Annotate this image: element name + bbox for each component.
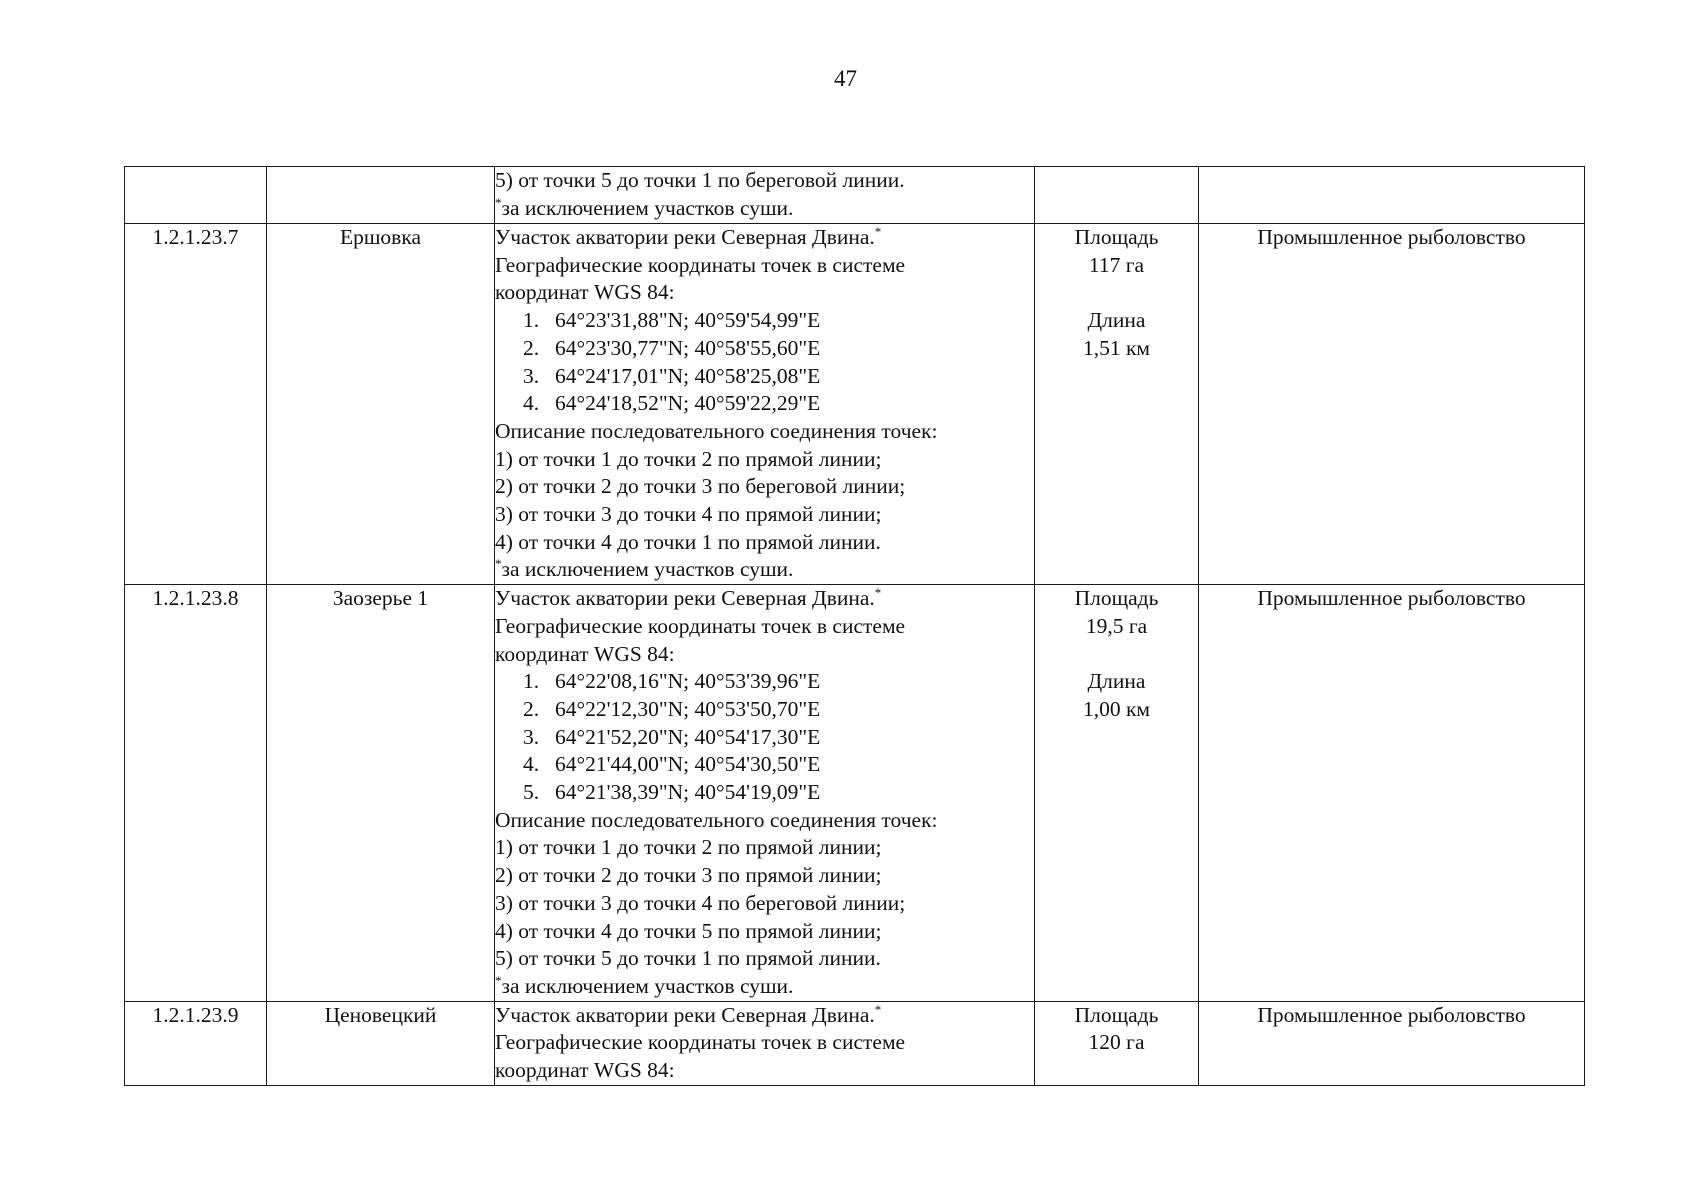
usage-cell: Промышленное рыболовство bbox=[1199, 224, 1585, 585]
point-number: 2. bbox=[523, 335, 540, 360]
connection-line: 5) от точки 5 до точки 1 по прямой линии. bbox=[495, 946, 881, 971]
intro-mark: * bbox=[874, 1001, 882, 1017]
footnote-text: за исключением участков суши. bbox=[501, 195, 794, 220]
connection-line: 4) от точки 4 до точки 1 по прямой линии. bbox=[495, 529, 881, 554]
point-number: 3. bbox=[523, 724, 540, 749]
intro-line bbox=[495, 1002, 1034, 1030]
coords-heading: координат WGS 84: bbox=[495, 641, 675, 666]
footnote-mark: * bbox=[495, 556, 502, 572]
connection-line: 3) от точки 3 до точки 4 по прямой линии; bbox=[495, 502, 882, 527]
point-number: 4. bbox=[523, 391, 540, 416]
coordinate-point bbox=[495, 668, 1034, 696]
coordinate-point bbox=[495, 307, 1034, 335]
length-value: 1,51 км bbox=[1082, 335, 1151, 360]
point-value: 64°24'18,52"N; 40°59'22,29"E bbox=[555, 391, 821, 416]
coordinate-point bbox=[495, 363, 1034, 391]
connection-line: 1) от точки 1 до точки 2 по прямой линии; bbox=[495, 835, 882, 860]
point-value: 64°21'52,20"N; 40°54'17,30"E bbox=[555, 724, 821, 749]
code-cell: 1.2.1.23.7 bbox=[125, 224, 267, 585]
coords-heading: координат WGS 84: bbox=[495, 1058, 675, 1083]
connection-line: 4) от точки 4 до точки 5 по прямой линии; bbox=[495, 918, 882, 943]
description-cell bbox=[495, 167, 1035, 224]
table-row-continuation bbox=[125, 167, 1585, 224]
usage-cell bbox=[1199, 167, 1585, 224]
name-cell: Ершовка bbox=[267, 224, 495, 585]
intro-mark: * bbox=[874, 223, 882, 239]
usage-cell: Промышленное рыболовство bbox=[1199, 1001, 1585, 1085]
intro-mark: * bbox=[874, 584, 882, 600]
footnote-mark: * bbox=[495, 972, 502, 988]
connection-heading: Описание последовательного соединения точек: bbox=[495, 807, 938, 832]
area-label: Площадь bbox=[1074, 586, 1159, 611]
intro-line bbox=[495, 224, 1034, 252]
connection-line: 3) от точки 3 до точки 4 по береговой линии; bbox=[495, 890, 906, 915]
size-cell bbox=[1035, 585, 1199, 1002]
footnote-text: за исключением участков суши. bbox=[501, 973, 794, 998]
footnote-line bbox=[495, 973, 1034, 1001]
point-value: 64°24'17,01"N; 40°58'25,08"E bbox=[555, 363, 821, 388]
coords-heading: Географические координаты точек в системе bbox=[495, 1030, 906, 1055]
size-cell bbox=[1035, 167, 1199, 224]
intro-text: Участок акватории реки Северная Двина. bbox=[495, 1002, 875, 1027]
coords-heading: Географические координаты точек в системе bbox=[495, 252, 906, 277]
point-value: 64°23'30,77"N; 40°58'55,60"E bbox=[555, 335, 821, 360]
size-cell bbox=[1035, 1001, 1199, 1085]
connection-heading: Описание последовательного соединения точек: bbox=[495, 418, 938, 443]
table-row bbox=[125, 585, 1585, 1002]
length-label: Длина bbox=[1087, 308, 1146, 333]
code-cell: 1.2.1.23.9 bbox=[125, 1001, 267, 1085]
code-cell bbox=[125, 167, 267, 224]
size-cell bbox=[1035, 224, 1199, 585]
point-number: 1. bbox=[523, 308, 540, 333]
coordinate-point bbox=[495, 696, 1034, 724]
name-cell: Ценовецкий bbox=[267, 1001, 495, 1085]
intro-line bbox=[495, 585, 1034, 613]
coordinate-point bbox=[495, 751, 1034, 779]
area-label: Площадь bbox=[1074, 1002, 1159, 1027]
connection-line: 5) от точки 5 до точки 1 по береговой линии. bbox=[495, 168, 905, 192]
description-cell bbox=[495, 585, 1035, 1002]
intro-text: Участок акватории реки Северная Двина. bbox=[495, 225, 875, 249]
name-cell bbox=[267, 167, 495, 224]
footnote-line bbox=[495, 195, 1034, 223]
coordinate-point bbox=[495, 335, 1034, 363]
table-row bbox=[125, 224, 1585, 585]
point-number: 4. bbox=[523, 752, 540, 777]
footnote-line bbox=[495, 556, 1034, 584]
point-number: 3. bbox=[523, 363, 540, 388]
name-cell: Заозерье 1 bbox=[267, 585, 495, 1002]
intro-text: Участок акватории реки Северная Двина. bbox=[495, 586, 875, 611]
area-value: 120 га bbox=[1088, 1030, 1145, 1055]
description-cell bbox=[495, 1001, 1035, 1085]
length-label: Длина bbox=[1087, 669, 1146, 694]
point-value: 64°22'08,16"N; 40°53'39,96"E bbox=[555, 669, 821, 694]
point-value: 64°21'44,00"N; 40°54'30,50"E bbox=[555, 752, 821, 777]
footnote-text: за исключением участков суши. bbox=[501, 557, 794, 582]
usage-cell: Промышленное рыболовство bbox=[1199, 585, 1585, 1002]
coordinate-point bbox=[495, 724, 1034, 752]
area-label: Площадь bbox=[1074, 225, 1159, 249]
point-number: 5. bbox=[523, 780, 540, 805]
point-value: 64°21'38,39"N; 40°54'19,09"E bbox=[555, 780, 821, 805]
area-value: 19,5 га bbox=[1085, 613, 1148, 638]
point-value: 64°22'12,30"N; 40°53'50,70"E bbox=[555, 696, 821, 721]
code-cell: 1.2.1.23.8 bbox=[125, 585, 267, 1002]
connection-line: 2) от точки 2 до точки 3 по прямой линии; bbox=[495, 863, 882, 888]
fishing-areas-table bbox=[124, 166, 1585, 1086]
coords-heading: координат WGS 84: bbox=[495, 280, 675, 305]
connection-line: 2) от точки 2 до точки 3 по береговой линии; bbox=[495, 474, 906, 499]
connection-line: 1) от точки 1 до точки 2 по прямой линии; bbox=[495, 446, 882, 471]
page-number: 47 bbox=[834, 66, 857, 91]
length-value: 1,00 км bbox=[1082, 696, 1151, 721]
point-value: 64°23'31,88"N; 40°59'54,99"E bbox=[555, 308, 821, 333]
coordinate-point bbox=[495, 779, 1034, 807]
footnote-mark: * bbox=[495, 194, 502, 210]
coords-heading: Географические координаты точек в системе bbox=[495, 613, 906, 638]
point-number: 1. bbox=[523, 669, 540, 694]
point-number: 2. bbox=[523, 696, 540, 721]
coordinate-point bbox=[495, 390, 1034, 418]
description-cell bbox=[495, 224, 1035, 585]
area-value: 117 га bbox=[1088, 252, 1145, 277]
table-row bbox=[125, 1001, 1585, 1085]
